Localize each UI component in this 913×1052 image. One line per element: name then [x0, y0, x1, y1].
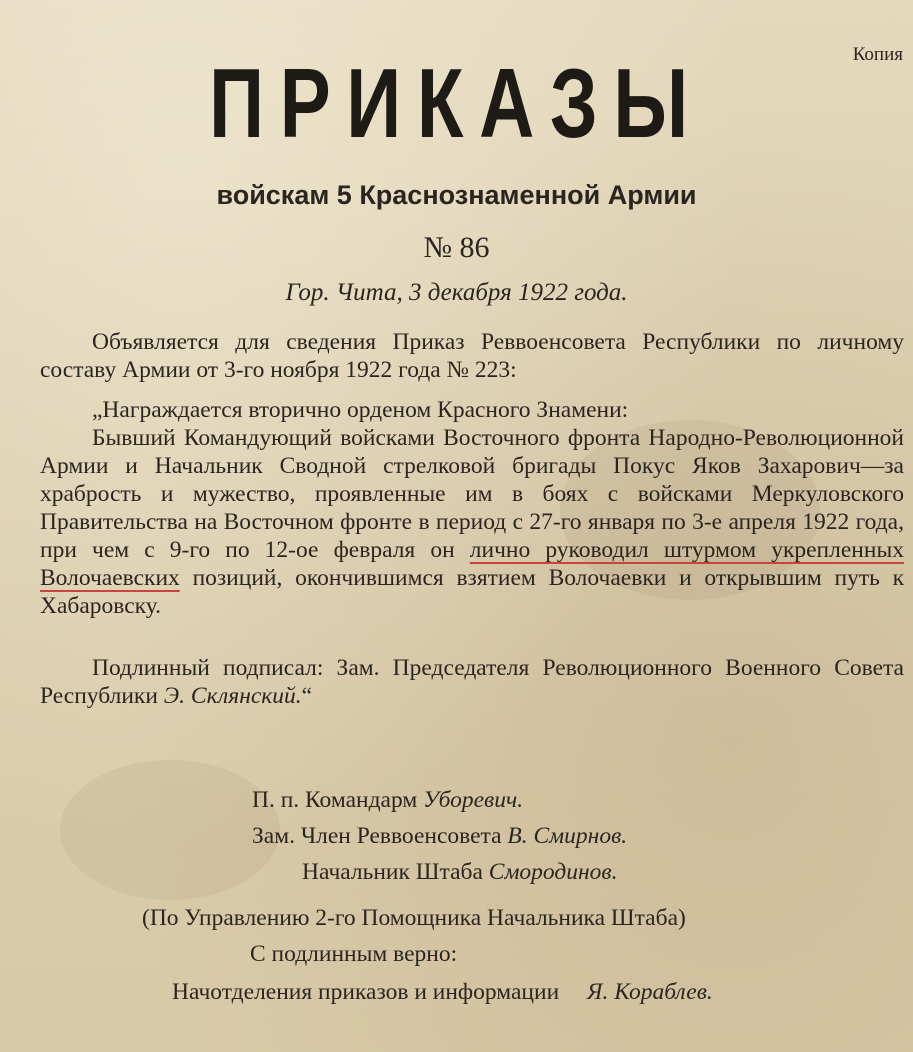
original-signed-prefix: Подлинный подписал: Зам. Председателя Революционного Военного Совета Республики	[40, 655, 904, 709]
signature-commander	[252, 786, 523, 814]
chief-title: Начальник Штаба	[302, 859, 489, 885]
deputy-name: В. Смирнов.	[507, 823, 628, 849]
commander-title: П. п. Командарм	[252, 787, 424, 813]
award-text-end: позиций, окончившимся взятием Волочаевки и открывшим путь к Хабаровску.	[40, 565, 904, 619]
signature-chief-of-staff	[302, 858, 618, 886]
chief-name: Смородинов.	[488, 859, 618, 885]
section-head-name: Я. Кораблев.	[587, 979, 713, 1005]
original-signed-name: Э. Склянский.	[163, 683, 302, 709]
copy-mark: Копия	[852, 44, 903, 65]
place-date: Гор. Чита, 3 декабря 1922 года.	[285, 279, 628, 306]
award-text-underlined: лично руководил штурмом укрепленных Волочаевских	[40, 537, 904, 591]
paper-stain	[60, 760, 280, 900]
document-subtitle: войскам 5 Краснознаменной Армии	[216, 180, 697, 210]
document-title: ПРИКАЗЫ	[209, 48, 704, 158]
department-line: (По Управлению 2-го Помощника Начальника Штаба)	[142, 905, 686, 931]
order-body	[40, 328, 904, 710]
award-paragraph	[40, 424, 904, 620]
award-heading: „Награждается вторично орденом Красного Знамени:	[92, 397, 629, 423]
section-head-title: Начотделения приказов и информации	[172, 979, 560, 1005]
award-text-start: Бывший Командующий войсками Восточного фронта Народно-Революционной Армии и Начальник Сводной стрелковой бригады Покус Яков Захарович—за храбрость и мужество, проявленные им в боях с войсками Меркуловского Правительства на Восточном фронте в период с 27-го января по 3-е апреля 1922 года, при чем с 9-го по 12-ое февраля он	[40, 425, 904, 563]
commander-name: Уборевич.	[423, 787, 524, 813]
section-head-line	[172, 978, 713, 1006]
original-signed-suffix: “	[301, 683, 313, 709]
deputy-title: Зам. Член Реввоенсовета	[252, 823, 508, 849]
original-signed-paragraph	[40, 654, 904, 710]
signature-deputy	[252, 822, 627, 850]
certified-line: С подлинным верно:	[250, 941, 458, 967]
order-number: № 86	[423, 231, 490, 264]
announcement-paragraph: Объявляется для сведения Приказ Реввоенсовета Республики по личному составу Армии от 3-го ноября 1922 года № 223:	[40, 329, 904, 383]
